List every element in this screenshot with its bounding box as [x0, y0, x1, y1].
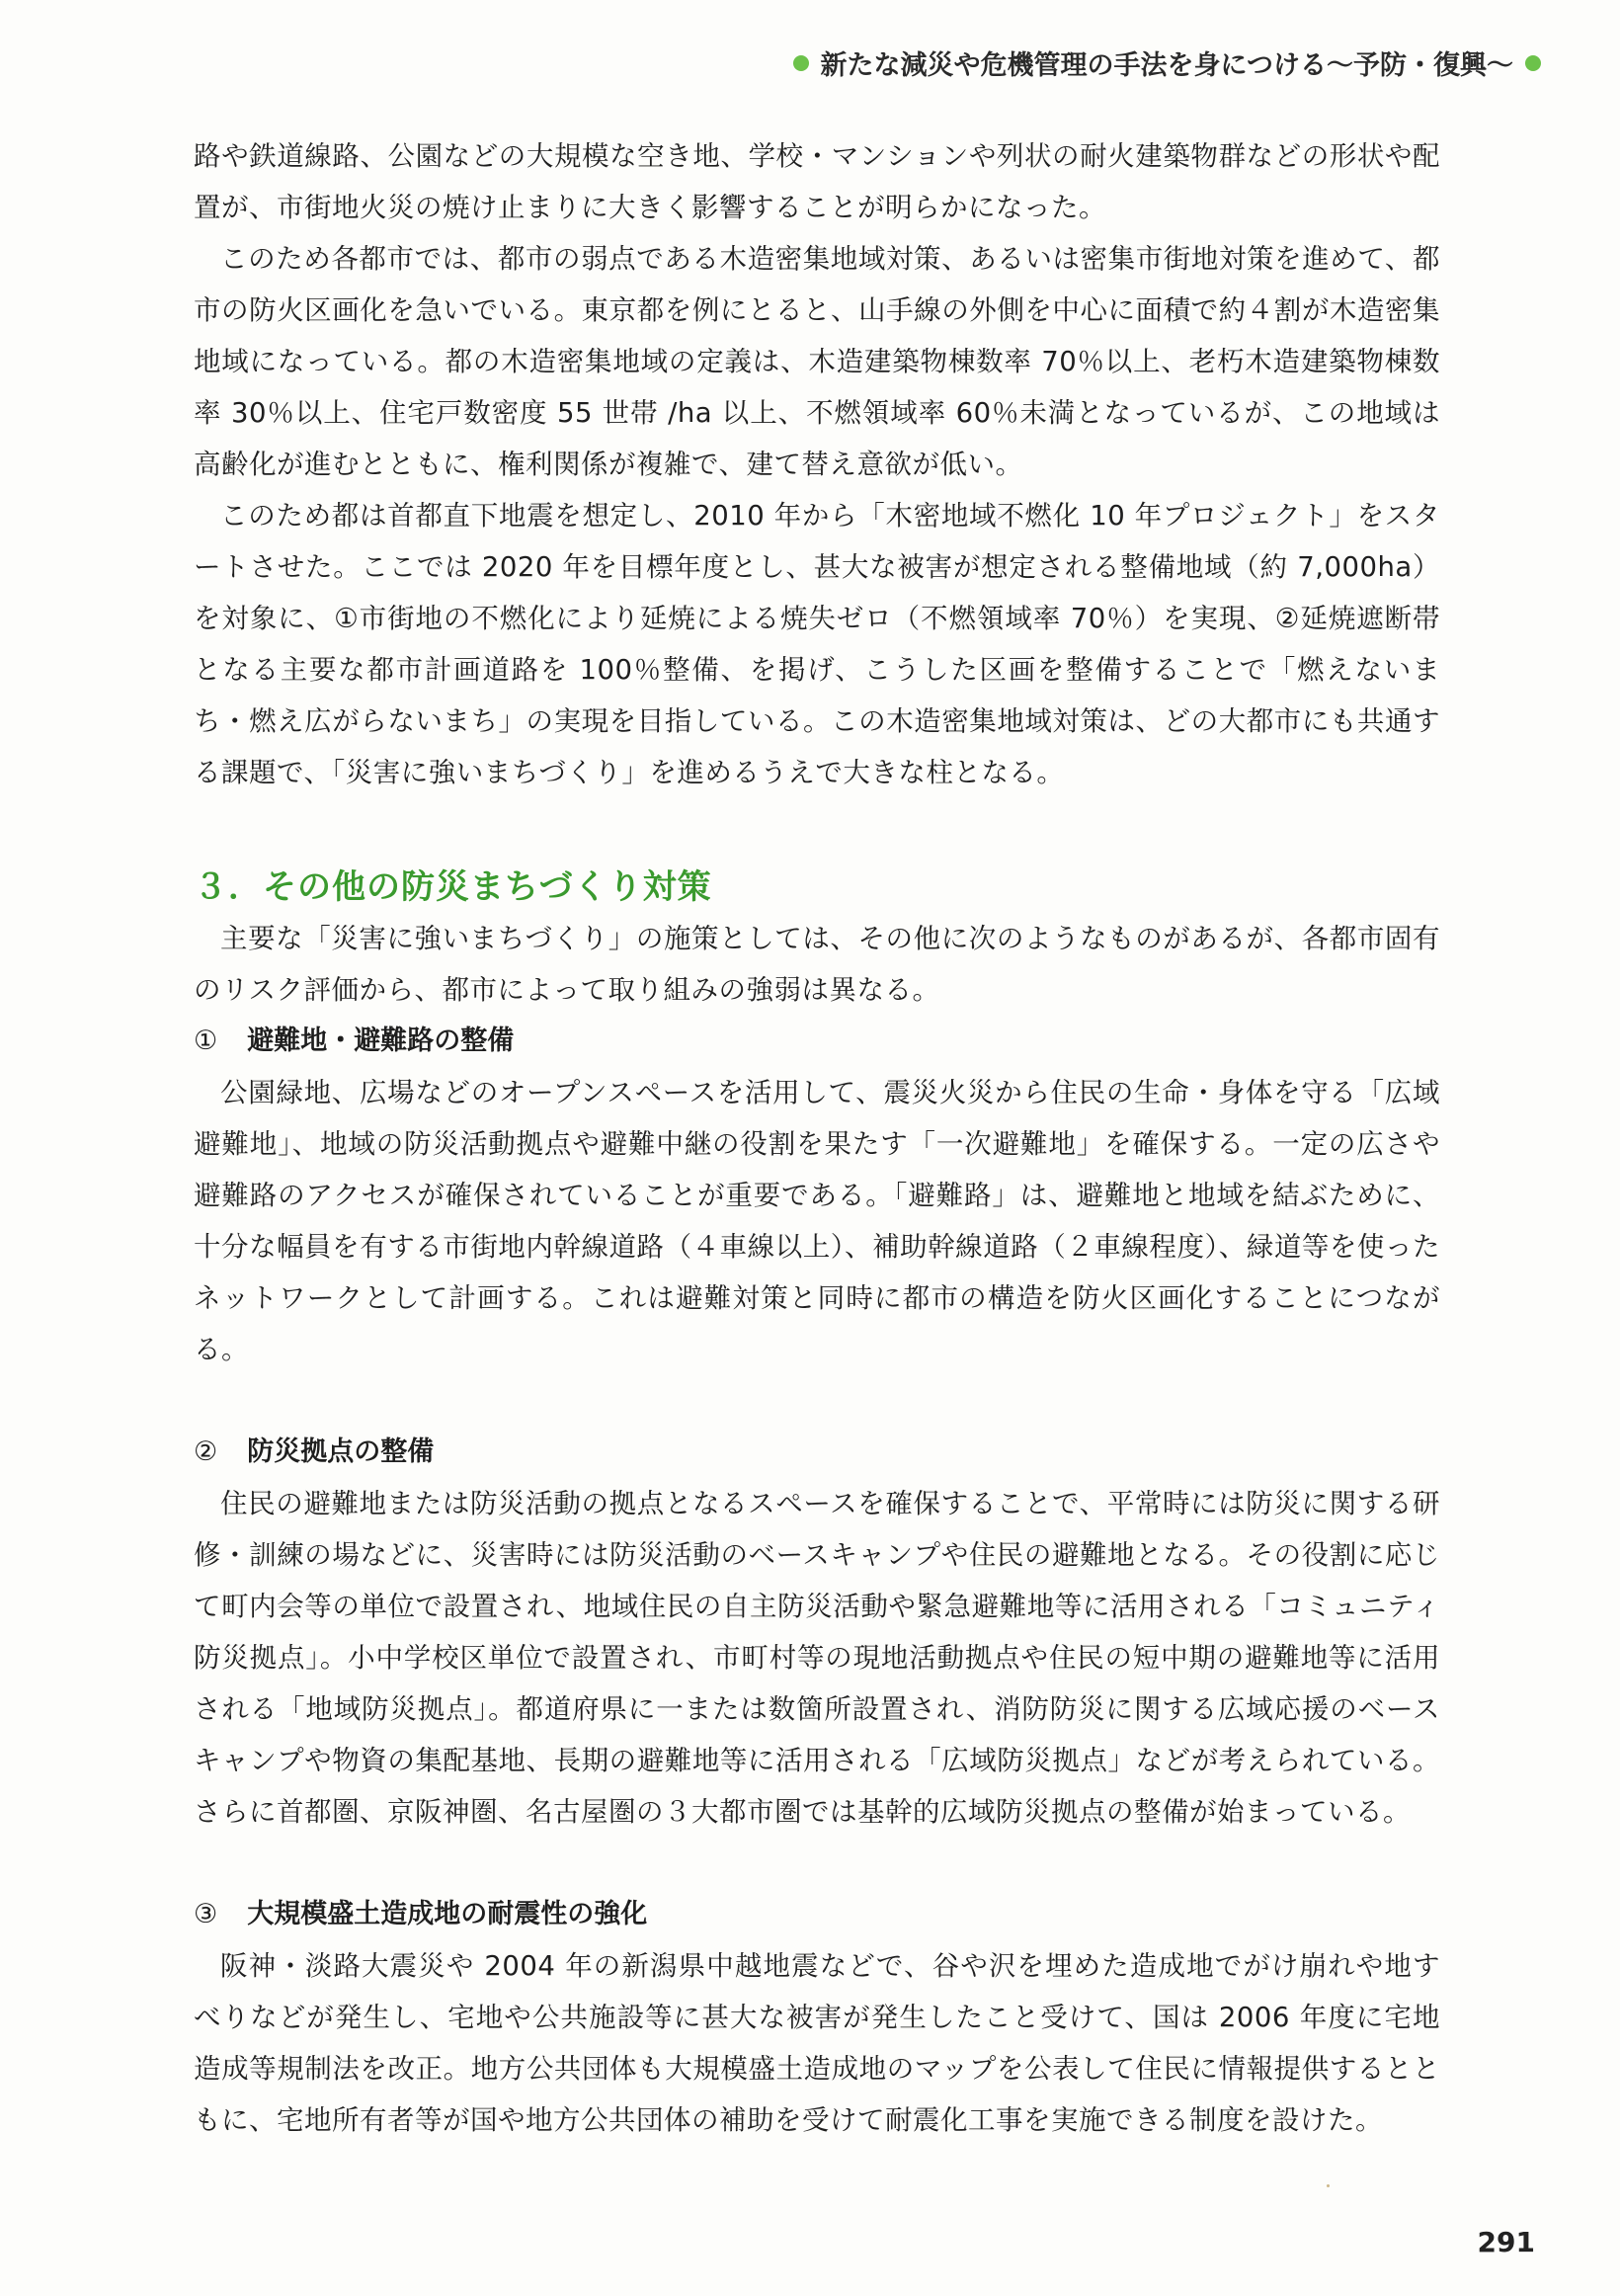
header-title: 新たな減災や危機管理の手法を身につける〜予防・復興〜 — [820, 50, 1513, 81]
subsection-heading — [194, 1016, 1440, 1067]
subsection-title: 防災拠点の整備 — [247, 1436, 435, 1467]
subsection-body: 公園緑地、広場などのオープンスペースを活用して、震災火災から住民の生命・身体を守る「広域避難地」、地域の防災活動拠点や避難中継の役割を果たす「一次避難地」を確保する。一定の広さや避難路のアクセスが確保されていることが重要である。「避難路」は、避難地と地域を結ぶために、十分な幅員を有する市街地内幹線道路（４車線以上）、補助幹線道路（２車線程度）、緑道等を使ったネットワークとして計画する。これは避難対策と同時に都市の構造を防火区画化することにつながる。 — [194, 1077, 1440, 1365]
subsection-number: ③ — [194, 1899, 218, 1929]
body-paragraph: 路や鉄道線路、公園などの大規模な空き地、学校・マンションや列状の耐火建築物群などの形状や配置が、市街地火災の焼け止まりに大きく影響することが明らかになった。 — [194, 140, 1440, 223]
body-paragraph: このため各都市では、都市の弱点である木造密集地域対策、あるいは密集市街地対策を進めて、都市の防火区画化を急いでいる。東京都を例にとると、山手線の外側を中心に面積で約４割が木造密集地域になっている。都の木造密集地域の定義は、木造建築物棟数率 70％以上、老朽木造建築物棟数率 30％以上、住宅戸数密度 55 世帯 /ha 以上、不燃領域率 60％未満となっているが、この地域は高齢化が進むとともに、権利関係が複雑で、建て替え意欲が低い。 — [194, 243, 1440, 480]
bullet-dot-icon — [793, 55, 809, 71]
body-paragraph: このため都は首都直下地震を想定し、2010 年から「木密地域不燃化 10 年プロジェクト」をスタートさせた。ここでは 2020 年を目標年度とし、甚大な被害が想定される整備地域（約 7,000ha）を対象に、①市街地の不燃化により延焼による焼失ゼロ（不燃領域率 70％）を実現、②延焼遮断帯となる主要な都市計画道路を 100％整備、を掲げ、こうした区画を整備することで「燃えないまち・燃え広がらないまち」の実現を目指している。この木造密集地域対策は、どの大都市にも共通する課題で、「災害に強いまちづくり」を進めるうえで大きな柱となる。 — [194, 500, 1440, 788]
section-lead: 主要な「災害に強いまちづくり」の施策としては、その他に次のようなものがあるが、各都市固有のリスク評価から、都市によって取り組みの強弱は異なる。 — [194, 923, 1440, 1006]
section-heading: ３．その他の防災まちづくり対策 — [194, 867, 712, 907]
subsection-title: 避難地・避難路の整備 — [247, 1025, 515, 1056]
scan-speck — [1327, 2184, 1330, 2187]
subsection-heading — [194, 1889, 1440, 1940]
subsection-body: 阪神・淡路大震災や 2004 年の新潟県中越地震などで、谷や沢を埋めた造成地でがけ崩れや地すべりなどが発生し、宅地や公共施設等に甚大な被害が発生したこと受けて、国は 2006 年度に宅地造成等規制法を改正。地方公共団体も大規模盛土造成地のマップを公表して住民に情報提供するとともに、宅地所有者等が国や地方公共団体の補助を受けて耐震化工事を実施できる制度を設けた。 — [194, 1950, 1440, 2136]
subsection-heading — [194, 1427, 1440, 1478]
subsection-number: ① — [194, 1025, 218, 1056]
bullet-dot-icon — [1525, 55, 1541, 71]
page-body — [194, 130, 1440, 2146]
spacer — [194, 1375, 1440, 1427]
subsection-title: 大規模盛土造成地の耐震性の強化 — [247, 1899, 648, 1929]
spacer — [194, 1838, 1440, 1889]
running-header — [793, 43, 1541, 82]
subsection-number: ② — [194, 1436, 218, 1467]
subsection-body: 住民の避難地または防災活動の拠点となるスペースを確保することで、平常時には防災に関する研修・訓練の場などに、災害時には防災活動のベースキャンプや住民の避難地となる。その役割に応じて町内会等の単位で設置され、地域住民の自主防災活動や緊急避難地等に活用される「コミュニティ防災拠点」。小中学校区単位で設置され、市町村等の現地活動拠点や住民の短中期の避難地等に活用される「地域防災拠点」。都道府県に一または数箇所設置され、消防防災に関する広域応援のベースキャンプや物資の集配基地、長期の避難地等に活用される「広域防災拠点」などが考えられている。さらに首都圏、京阪神圏、名古屋圏の３大都市圏では基幹的広域防災拠点の整備が始まっている。 — [194, 1488, 1440, 1828]
page-number: 291 — [1477, 2226, 1535, 2258]
